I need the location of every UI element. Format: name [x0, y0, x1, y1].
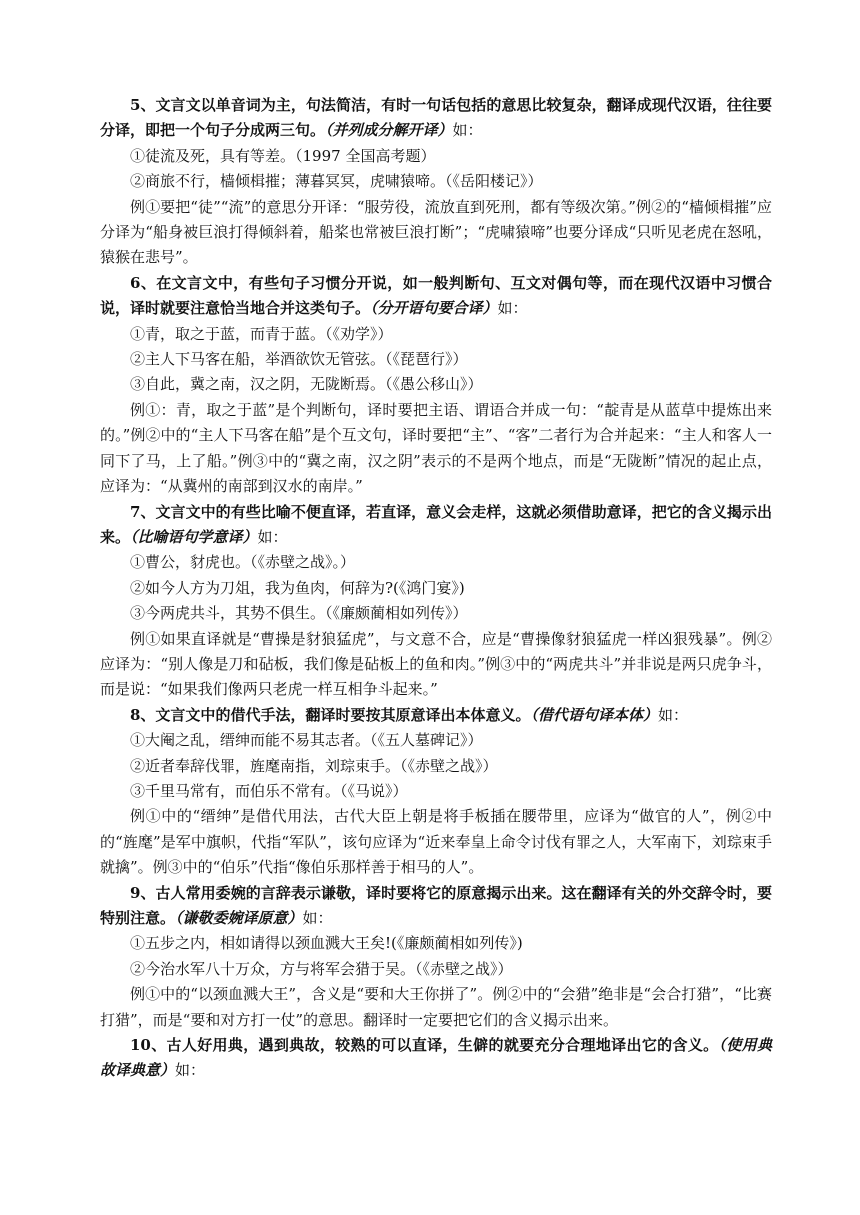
section-heading-tail: 如：: [175, 1061, 206, 1080]
section-heading-text: 5、文言文以单音词为主，句法简洁，有时一句话包括的意思比较复杂，翻译成现代汉语，往往要分译，即把一个句子分成两三句。: [100, 96, 772, 140]
section-heading-text: 8、文言文中的借代手法，翻译时要按其原意译出本体意义。: [130, 705, 531, 724]
example-item: ①曹公，豺虎也。（《赤壁之战》。）: [130, 553, 356, 572]
section-8-heading: [100, 703, 772, 728]
explanation-paragraph: 例①中的“缙绅”是借代用法，古代大臣上朝是将手板插在腰带里，应译为“做官的人”，例②中的“旌麾”是军中旗帜，代指“军队”，该句应译为“近来奉皇上命令讨伐有罪之人，大军南下，刘琮束手就擒”。例③中的“伯乐”代指“像伯乐那样善于相马的人”。: [100, 807, 772, 877]
example-item: ③今两虎共斗，其势不俱生。（《廉颇蔺相如列传》）: [130, 604, 468, 623]
example-item: ②主人下马客在船，举酒欲饮无管弦。（《琵琶行》）: [130, 350, 468, 369]
section-heading-tail: 如：: [257, 527, 288, 546]
section-heading-tail: 如：: [497, 299, 528, 318]
example-item: ①大阉之乱，缙绅而能不易其志者。（《五人墓碑记》）: [130, 731, 483, 750]
section-heading-tail: 如：: [302, 909, 333, 927]
example-item: ①五步之内，相如请得以颈血溅大王矣!(《廉颇蔺相如列传》): [130, 934, 523, 953]
explanation-paragraph: 例①：青，取之于蓝”是个判断句，译时要把主语、谓语合并成一句：“靛青是从蓝草中提炼出来的。”例②中的“主人下马客在船”是个互文句，译时要把“主”、“客”二者行为合并起来：“主人和客人一同下了马，上了船。”例③中的“冀之南，汉之阴”表示的不是两个地点，而是“无陇断”情况的起止点，应译为：“从冀州的南部到汉水的南岸。”: [100, 400, 772, 496]
example-item: ②今治水军八十万众，方与将军会猎于吴。（《赤壁之战》）: [130, 959, 513, 978]
section-heading-tail: 如：: [657, 705, 688, 724]
example-item: ①徒流及死，具有等差。（1997 全国高考题）: [130, 146, 436, 165]
example-item: ②如今人方为刀俎，我为鱼肉，何辞为?(《鸿门宴》): [130, 578, 465, 597]
section-10-heading: [100, 1033, 772, 1084]
section-method-note: （借代语句译本体）: [530, 705, 658, 724]
explanation-paragraph: 例①中的“以颈血溅大王”，含义是“要和大王你拼了”。例②中的“会猎”绝非是“会合打猎”，“比赛打猎”，而是“要和对方打一仗”的意思。翻译时一定要把它们的含义揭示出来。: [100, 985, 772, 1029]
explanation-paragraph: 例①要把“徒”“流”的意思分开译：“服劳役，流放直到死刑，都有等级次第。”例②的“樯倾楫摧”应分译为“船身被巨浪打得倾斜着，船桨也常被巨浪打断”；“虎啸猿啼”也要分译成“只听见老虎在怒吼，猿猴在悲号”。: [100, 197, 772, 267]
example-item: ①青，取之于蓝，而青于蓝。（《劝学》）: [130, 324, 393, 343]
section-9-heading: [100, 881, 772, 932]
section-7-heading: [100, 500, 772, 551]
section-5-heading: [100, 93, 772, 144]
document-body: [100, 93, 772, 1084]
section-heading-text: 10、古人好用典，遇到典故，较熟的可以直译，生僻的就要充分合理地译出它的含义。: [130, 1036, 719, 1055]
section-method-note: （并列成分解开译）: [325, 121, 453, 140]
explanation-paragraph: 例①如果直译就是“曹操是豺狼猛虎”，与文意不合，应是“曹操像豺狼猛虎一样凶狠残暴”。例②应译为：“别人像是刀和砧板，我们像是砧板上的鱼和肉。”例③中的“两虎共斗”并非说是两只虎争斗，而是说：“如果我们像两只老虎一样互相争斗起来。”: [100, 629, 772, 699]
section-method-note: （分开语句要合译）: [370, 299, 498, 318]
example-item: ②商旅不行，樯倾楫摧；薄暮冥冥，虎啸猿啼。（《岳阳楼记》）: [130, 172, 543, 191]
section-heading-text: 6、在文言文中，有些句子习惯分开说，如一般判断句、互文对偶句等，而在现代汉语中习惯合说，译时就要注意恰当地合并这类句子。: [100, 273, 772, 318]
section-heading-text: 9、古人常用委婉的言辞表示谦敬，译时要将它的原意揭示出来。这在翻译有关的外交辞令时，要特别注意。: [100, 883, 772, 927]
section-6-heading: [100, 271, 772, 322]
section-method-note: （谦敬委婉译原意）: [175, 909, 303, 927]
section-method-note: （使用典故译典意）: [100, 1036, 772, 1080]
section-heading-text: 7、文言文中的有些比喻不便直译，若直译，意义会走样，这就必须借助意译，把它的含义揭示出来。: [100, 502, 772, 546]
example-item: ③自此，冀之南，汉之阴，无陇断焉。（《愚公移山》）: [130, 375, 483, 394]
example-item: ③千里马常有，而伯乐不常有。（《马说》）: [130, 781, 408, 800]
section-method-note: （比喻语句学意译）: [130, 527, 258, 546]
section-heading-tail: 如：: [452, 121, 483, 140]
example-item: ②近者奉辞伐罪，旌麾南指，刘琮束手。（《赤壁之战》）: [130, 756, 498, 775]
